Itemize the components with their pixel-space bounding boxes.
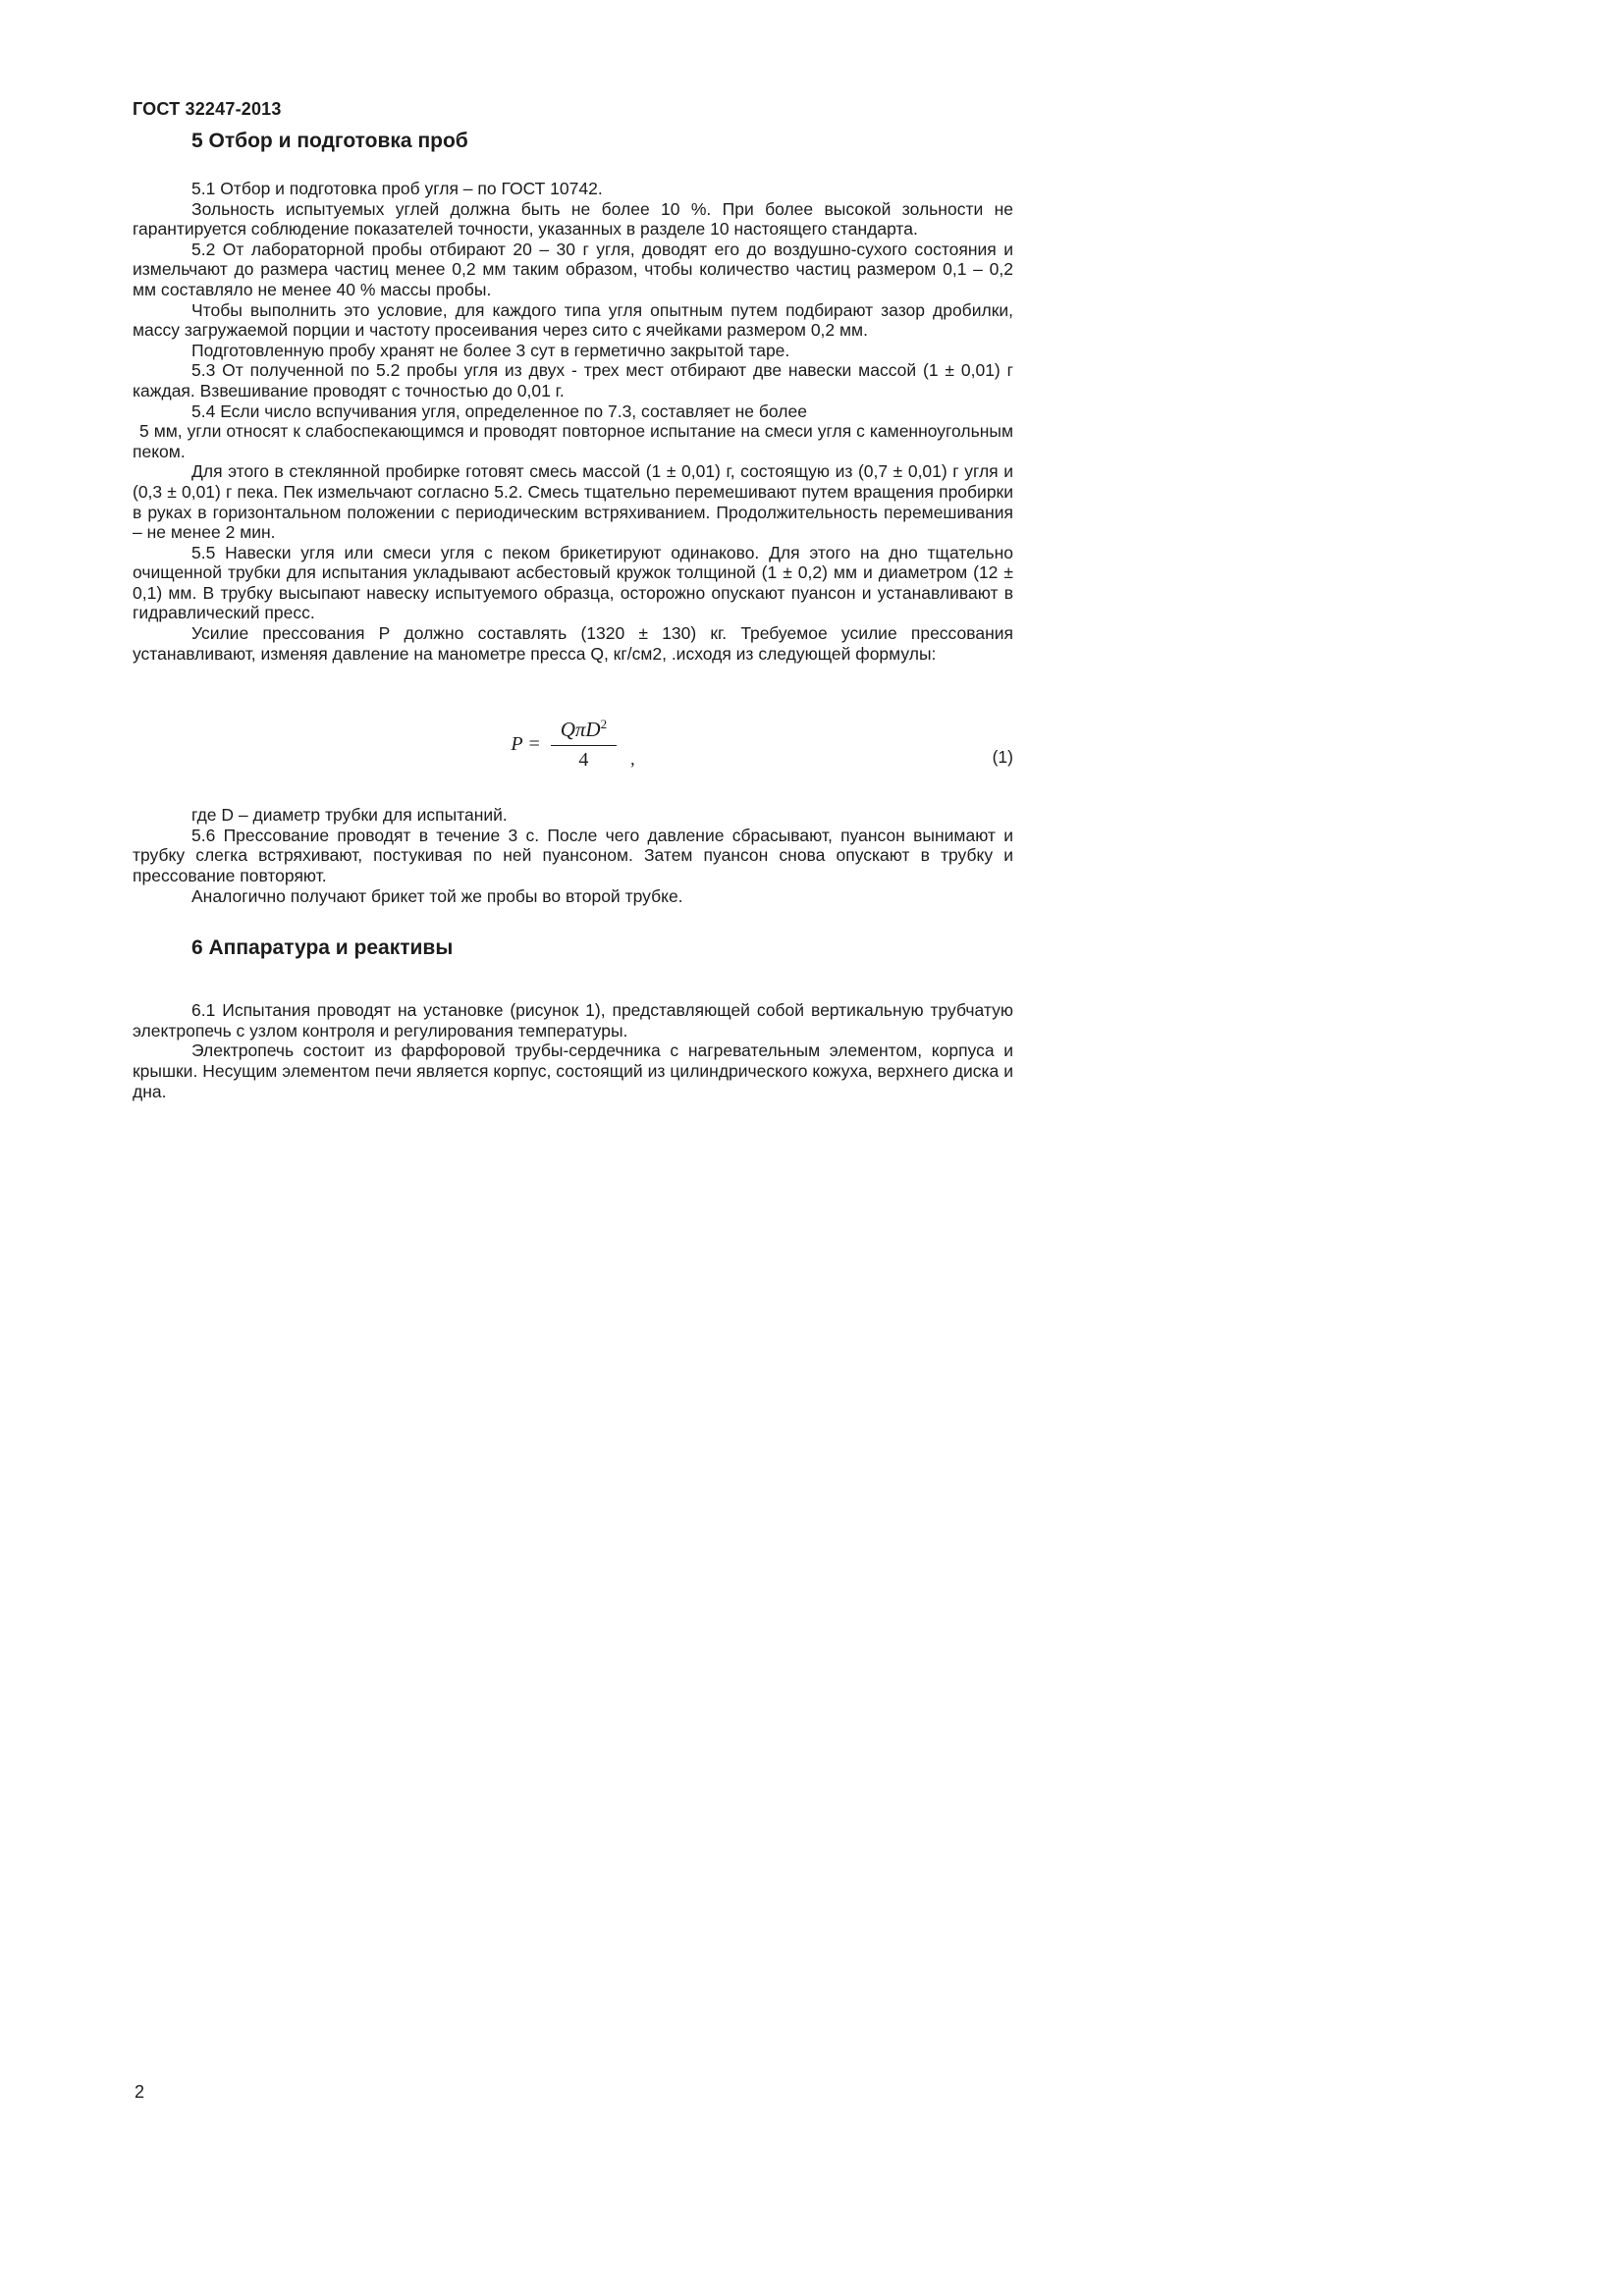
paragraph: 5 мм, угли относят к слабоспекающимся и проводят повторное испытание на смеси угля с каменноугольным пеком. xyxy=(133,421,1013,461)
formula-denominator: 4 xyxy=(578,749,589,772)
formula-numerator-base: QπD xyxy=(560,718,601,742)
doc-number: ГОСТ 32247-2013 xyxy=(133,99,282,119)
paragraph: Электропечь состоит из фарфоровой трубы-сердечника с нагревательным элементом, корпуса и крышки. Несущим элементом печи является корпус, состоящий из цилиндрического кожуха, верхнего диска и дна. xyxy=(133,1041,1013,1101)
paragraph: Усилие прессования Р должно составлять (1320 ± 130) кг. Требуемое усилие прессования устанавливают, изменяя давление на манометре пресса Q, кг/см2, .исходя из следующей формулы: xyxy=(133,623,1013,664)
section-5-title: 5 Отбор и подготовка проб xyxy=(191,130,468,152)
formula-expression xyxy=(133,717,1013,772)
paragraph: Чтобы выполнить это условие, для каждого типа угля опытным путем подбирают зазор дробилки, массу загружаемой порции и частоту просеивания через сито с ячейками размером 0,2 мм. xyxy=(133,299,1013,341)
formula-math xyxy=(511,717,634,772)
paragraph: 5.5 Навески угля или смеси угля с пеком брикетируют одинаково. Для этого на дно тщательно очищенной трубки для испытания укладывают асбестовый кружок толщиной (1 ± 0,2) мм и диаметром (12 ± 0,1) мм. В трубку высыпают навеску испытуемого образца, осторожно опускают пуансон и устанавливают в гидравлический пресс. xyxy=(133,542,1013,623)
paragraph: Для этого в стеклянной пробирке готовят смесь массой (1 ± 0,01) г, состоящую из (0,7 ± 0,01) г угля и (0,3 ± 0,01) г пека. Пек измельчают согласно 5.2. Смесь тщательно перемешивают путем вращения пробирки в руках в горизонтальном положении с периодическим встряхиванием. Продолжительность перемешивания – не менее 2 мин. xyxy=(133,461,1013,543)
formula-fraction xyxy=(551,717,617,772)
paragraph: 5.6 Прессование проводят в течение 3 с. После чего давление сбрасывают, пуансон вынимают и трубку слегка встряхивают, постукивая по ней пуансоном. Затем пуансон снова опускают в трубку и прессование повторяют. xyxy=(133,825,1013,886)
paragraph: 5.4 Если число вспучивания угля, определенное по 7.3, составляет не более xyxy=(191,400,807,421)
paragraph: Зольность испытуемых углей должна быть не более 10 %. При более высокой зольности не гарантируется соблюдение показателей точности, указанных в разделе 10 настоящего стандарта. xyxy=(133,198,1013,240)
paragraph: где D – диаметр трубки для испытаний. xyxy=(191,805,508,826)
paragraph: Подготовленную пробу хранят не более 3 сут в герметично закрытой таре. xyxy=(191,340,790,360)
paragraph: 5.3 От полученной по 5.2 пробы угля из двух - трех мест отбирают две навески массой (1 ± 0,01) г каждая. Взвешивание проводят с точностью до 0,01 г. xyxy=(133,360,1013,400)
paragraph: 6.1 Испытания проводят на установке (рисунок 1), представляющей собой вертикальную трубчатую электропечь с узлом контроля и регулирования температуры. xyxy=(133,1000,1013,1041)
equation-number: (1) xyxy=(992,747,1013,768)
formula-numerator xyxy=(551,717,617,746)
formula-comma: , xyxy=(630,749,635,770)
paragraph: 5.1 Отбор и подготовка проб угля – по ГОСТ 10742. xyxy=(191,179,603,198)
formula-lhs: P = xyxy=(511,732,541,755)
formula-1 xyxy=(133,717,1013,772)
content-column xyxy=(133,98,1013,1101)
paragraph: Аналогично получают брикет той же пробы во второй трубке. xyxy=(191,885,683,906)
formula-exponent: 2 xyxy=(600,717,608,732)
paragraph: 5.2 От лабораторной пробы отбирают 20 – 30 г угля, доводят его до воздушно-сухого состояния и измельчают до размера частиц менее 0,2 мм таким образом, чтобы количество частиц размером 0,1 – 0,2 мм составляло не менее 40 % массы пробы. xyxy=(133,239,1013,299)
page-number: 2 xyxy=(135,2082,145,2102)
section-6-title: 6 Аппаратура и реактивы xyxy=(191,936,454,960)
